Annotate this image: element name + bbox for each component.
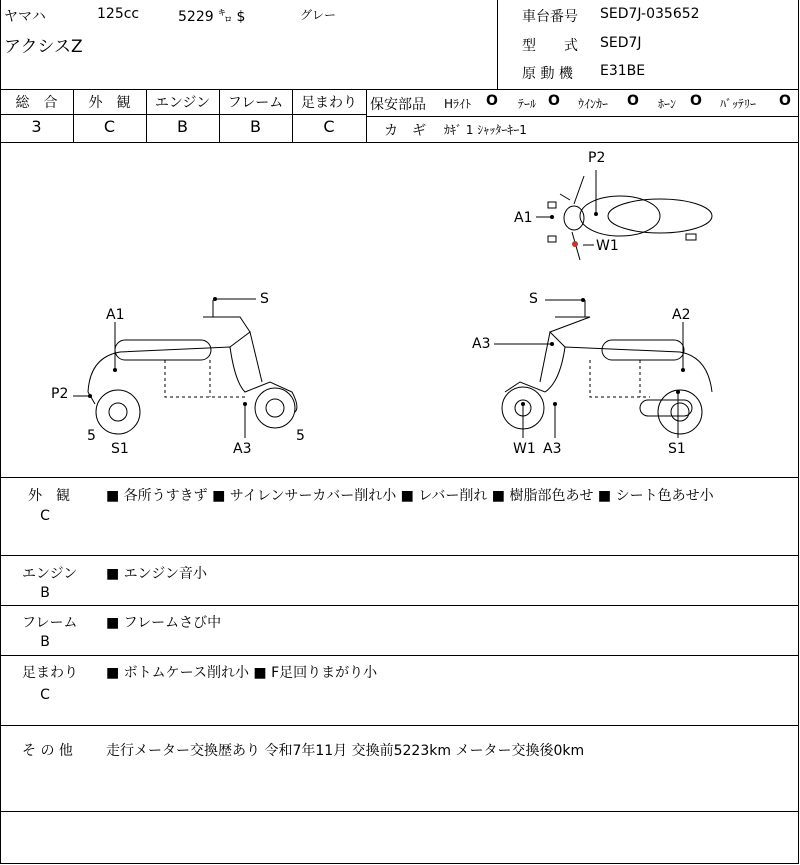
key-label: カ ギ xyxy=(384,123,426,139)
diag-right-a3: A3 xyxy=(543,441,562,457)
diag-left-s1: S1 xyxy=(111,441,129,457)
diag-top-a1: A1 xyxy=(514,210,533,226)
grade-header-exterior: 外 観 xyxy=(88,95,131,111)
grade-header-overall: 総 合 xyxy=(15,95,58,111)
header-bottom-line xyxy=(0,89,799,90)
part-battery-status: O xyxy=(779,93,791,109)
note-grade-suspension: C xyxy=(40,687,50,703)
part-winker: ｳｲﾝｶｰ xyxy=(578,97,609,111)
type-value: SED7J xyxy=(600,35,642,51)
header-divider xyxy=(497,0,498,89)
grade-frame: B xyxy=(250,117,261,136)
diag-left-5b: 5 xyxy=(296,428,305,444)
notes-line-4 xyxy=(0,725,799,726)
mileage: 5229 ㌔ $ xyxy=(178,9,246,25)
notes-line-2 xyxy=(0,605,799,606)
note-label-suspension: 足まわり xyxy=(22,665,78,681)
note-text-suspension: ■ ボトムケース削れ小 ■ F足回りまがり小 xyxy=(106,665,378,681)
note-text-engine: ■ エンジン音小 xyxy=(106,566,207,582)
other-label: そ の 他 xyxy=(22,743,73,759)
color: グレー xyxy=(300,8,337,22)
diag-left-5a: 5 xyxy=(87,428,96,444)
diag-left-a3: A3 xyxy=(233,441,252,457)
top-view-red-marker xyxy=(572,241,578,247)
diag-left-s: S xyxy=(260,291,269,307)
grade-engine: B xyxy=(177,117,188,136)
parts-label: 保安部品 xyxy=(370,97,426,113)
part-headlight-status: O xyxy=(486,93,498,109)
diag-right-w1: W1 xyxy=(513,441,536,457)
part-headlight: Hﾗｲﾄ xyxy=(444,97,472,111)
parts-mid-line xyxy=(366,116,799,117)
note-grade-engine: B xyxy=(40,585,50,601)
other-text: 走行メーター交換歴あり 令和7年11月 交換前5223km メーター交換後0km xyxy=(106,743,585,759)
part-tail-status: O xyxy=(548,93,560,109)
diag-right-s: S xyxy=(529,291,538,307)
note-label-frame: フレーム xyxy=(22,615,78,631)
part-winker-status: O xyxy=(627,93,639,109)
maker: ヤマハ xyxy=(4,9,46,25)
diag-left-p2: P2 xyxy=(51,386,69,402)
notes-top-line xyxy=(0,477,799,478)
diag-right-s1: S1 xyxy=(668,441,686,457)
note-label-exterior: 外 観 xyxy=(28,488,70,504)
key-value: ｶｷﾞ 1 ｼｬｯﾀｰｷｰ1 xyxy=(444,123,527,137)
note-text-frame: ■ フレームさび中 xyxy=(106,615,222,631)
diag-left-a1: A1 xyxy=(106,307,125,323)
engine-value: E31BE xyxy=(600,63,646,79)
diag-right-a3-upper: A3 xyxy=(472,336,491,352)
model-name: アクシスZ xyxy=(4,37,83,57)
diag-right-a2: A2 xyxy=(672,307,691,323)
grade-overall: 3 xyxy=(31,117,42,136)
grade-header-frame: フレーム xyxy=(227,95,284,111)
notes-line-3 xyxy=(0,655,799,656)
note-text-exterior: ■ 各所うすきず ■ サイレンサーカバー削れ小 ■ レバー削れ ■ 樹脂部色あせ ■ シート色あせ小 xyxy=(106,488,714,504)
grade-exterior: C xyxy=(103,117,116,136)
engine-label: 原 動 機 xyxy=(522,66,573,82)
note-label-engine: エンジン xyxy=(22,566,78,582)
displacement: 125cc xyxy=(97,6,140,22)
note-grade-frame: B xyxy=(40,634,50,650)
part-horn-status: O xyxy=(690,93,702,109)
diag-top-w1: W1 xyxy=(596,238,619,254)
grade-header-suspension: 足まわり xyxy=(301,95,357,111)
note-grade-exterior: C xyxy=(40,508,50,524)
top-view-scooter xyxy=(548,176,712,260)
grade-header-engine: エンジン xyxy=(154,95,211,111)
grade-suspension: C xyxy=(323,117,335,136)
frame-no: SED7J-035652 xyxy=(600,6,700,22)
label-leaders xyxy=(73,170,683,438)
notes-line-5 xyxy=(0,811,799,812)
grade-mid-line xyxy=(0,114,366,115)
notes-line-1 xyxy=(0,555,799,556)
part-tail: ﾃｰﾙ xyxy=(518,97,537,111)
diag-top-p2: P2 xyxy=(588,150,606,166)
part-horn: ﾎｰﾝ xyxy=(658,97,677,111)
frame-no-label: 車台番号 xyxy=(522,9,578,25)
type-label: 型 式 xyxy=(522,38,578,54)
part-battery: ﾊﾞｯﾃﾘｰ xyxy=(720,97,757,111)
grade-col-line xyxy=(366,89,367,142)
